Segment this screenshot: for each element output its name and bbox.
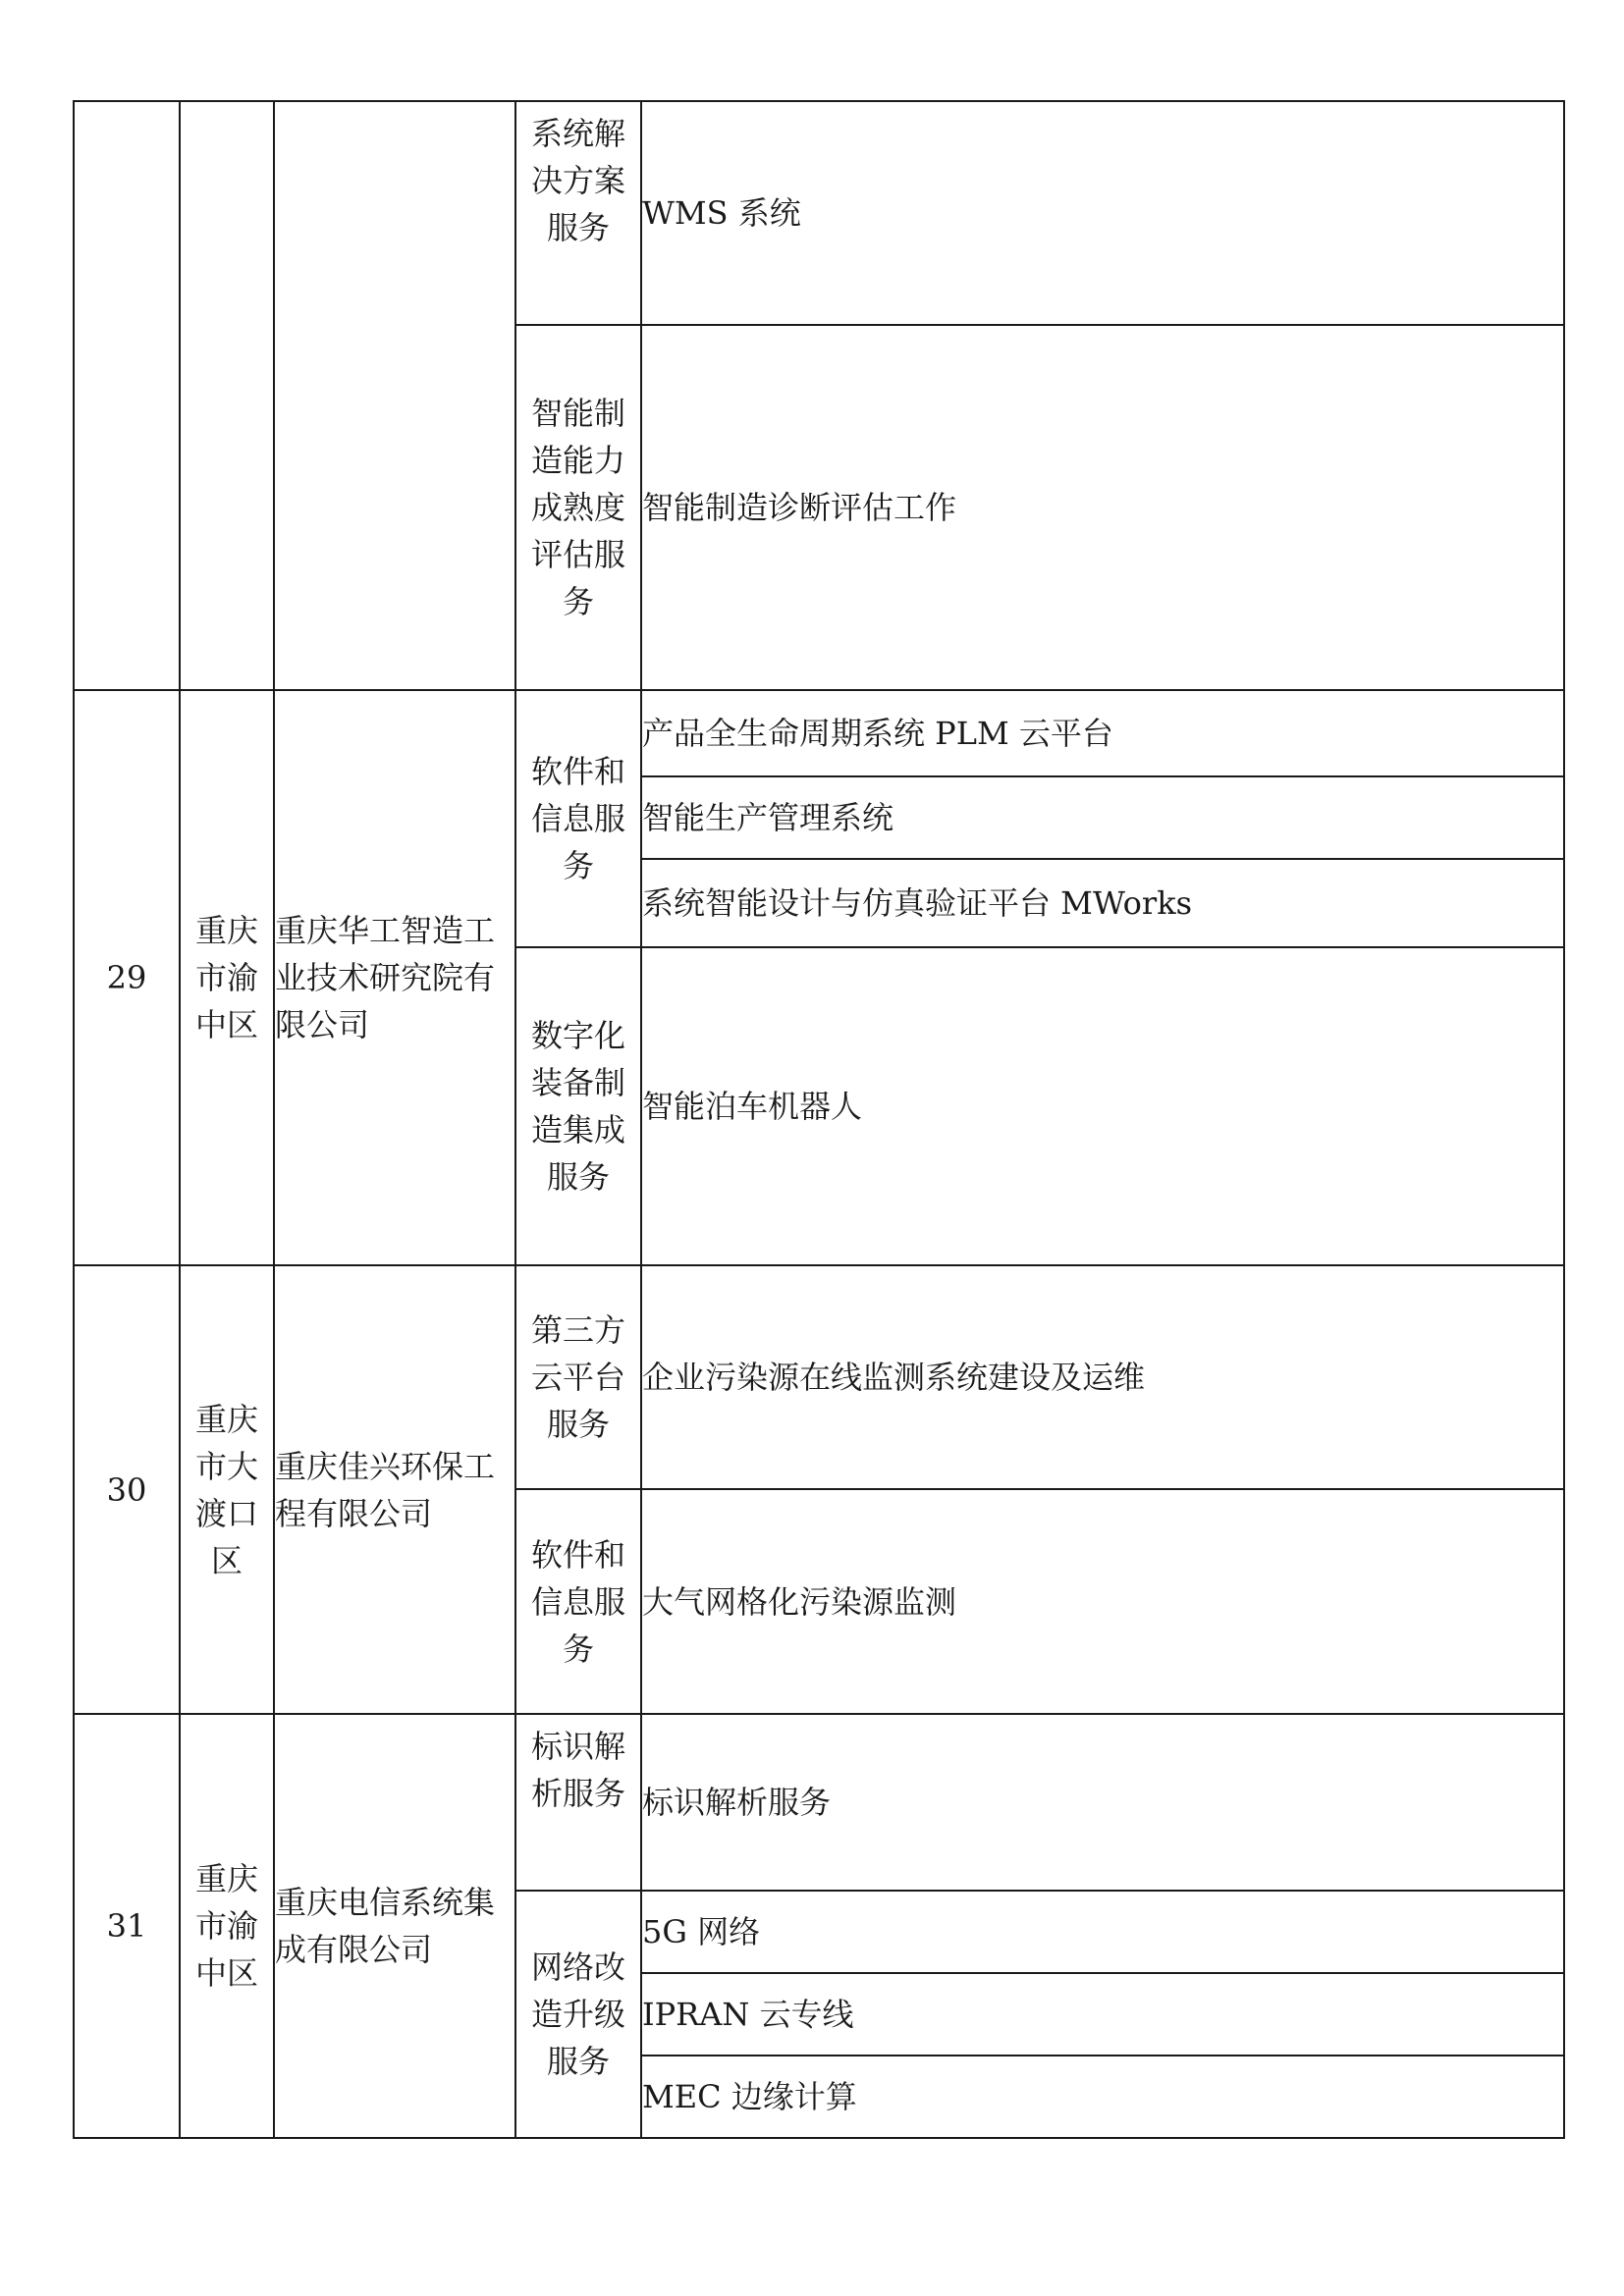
company-cell [274, 101, 515, 690]
row-number-cell: 29 [74, 690, 180, 1265]
company-cell-text: 重庆佳兴环保工程有限公司 [275, 1447, 496, 1532]
table-row [74, 1714, 1564, 1891]
service-item-cell: 大气网格化污染源监测 [641, 1489, 1564, 1714]
row-number-cell: 30 [74, 1265, 180, 1714]
table-row [74, 1265, 1564, 1489]
service-category-text: 软件和信息服务 [531, 753, 626, 884]
company-cell [274, 1265, 515, 1714]
service-category-cell [515, 1714, 641, 1891]
service-category-cell [515, 325, 641, 690]
district-cell [180, 101, 274, 690]
service-category-text: 网络改造升级服务 [531, 1949, 626, 2080]
service-category-text: 智能制造能力成熟度评估服务 [531, 395, 626, 620]
service-item-cell: 5G 网络 [641, 1891, 1564, 1973]
company-cell-text: 重庆华工智造工业技术研究院有限公司 [275, 912, 496, 1043]
service-category-cell [515, 101, 641, 325]
table-row [74, 690, 1564, 776]
service-item-cell: MEC 边缘计算 [641, 2056, 1564, 2138]
service-category-cell [515, 947, 641, 1265]
company-cell [274, 690, 515, 1265]
district-cell [180, 1265, 274, 1714]
service-category-cell [515, 1891, 641, 2138]
district-cell-text: 重庆市大渡口区 [194, 1400, 258, 1579]
service-category-text: 软件和信息服务 [531, 1535, 626, 1668]
company-cell [274, 1714, 515, 2138]
company-cell-text: 重庆电信系统集成有限公司 [275, 1884, 496, 1968]
service-category-text: 数字化装备制造集成服务 [531, 1017, 626, 1196]
table-body [74, 101, 1564, 2138]
row-number-cell: 31 [74, 1714, 180, 2138]
row-number-cell [74, 101, 180, 690]
service-item-cell: 产品全生命周期系统 PLM 云平台 [641, 690, 1564, 776]
service-category-cell [515, 690, 641, 947]
service-category-text: 标识解析服务 [531, 1728, 626, 1812]
service-item-cell: IPRAN 云专线 [641, 1973, 1564, 2056]
service-category-cell [515, 1265, 641, 1489]
service-item-cell: 企业污染源在线监测系统建设及运维 [641, 1265, 1564, 1489]
service-category-text: 系统解决方案服务 [531, 115, 626, 246]
table-row [74, 101, 1564, 325]
service-provider-table [73, 100, 1565, 2139]
service-item-cell: 智能制造诊断评估工作 [641, 325, 1564, 690]
district-cell [180, 1714, 274, 2138]
service-item-cell: WMS 系统 [641, 101, 1564, 325]
service-item-cell: 标识解析服务 [641, 1714, 1564, 1891]
service-item-cell: 系统智能设计与仿真验证平台 MWorks [641, 859, 1564, 947]
district-cell [180, 690, 274, 1265]
service-item-cell: 智能泊车机器人 [641, 947, 1564, 1265]
district-cell-text: 重庆市渝中区 [194, 1860, 258, 1992]
service-category-text: 第三方云平台服务 [531, 1311, 626, 1443]
district-cell-text: 重庆市渝中区 [194, 912, 258, 1043]
service-category-cell [515, 1489, 641, 1714]
service-item-cell: 智能生产管理系统 [641, 776, 1564, 859]
